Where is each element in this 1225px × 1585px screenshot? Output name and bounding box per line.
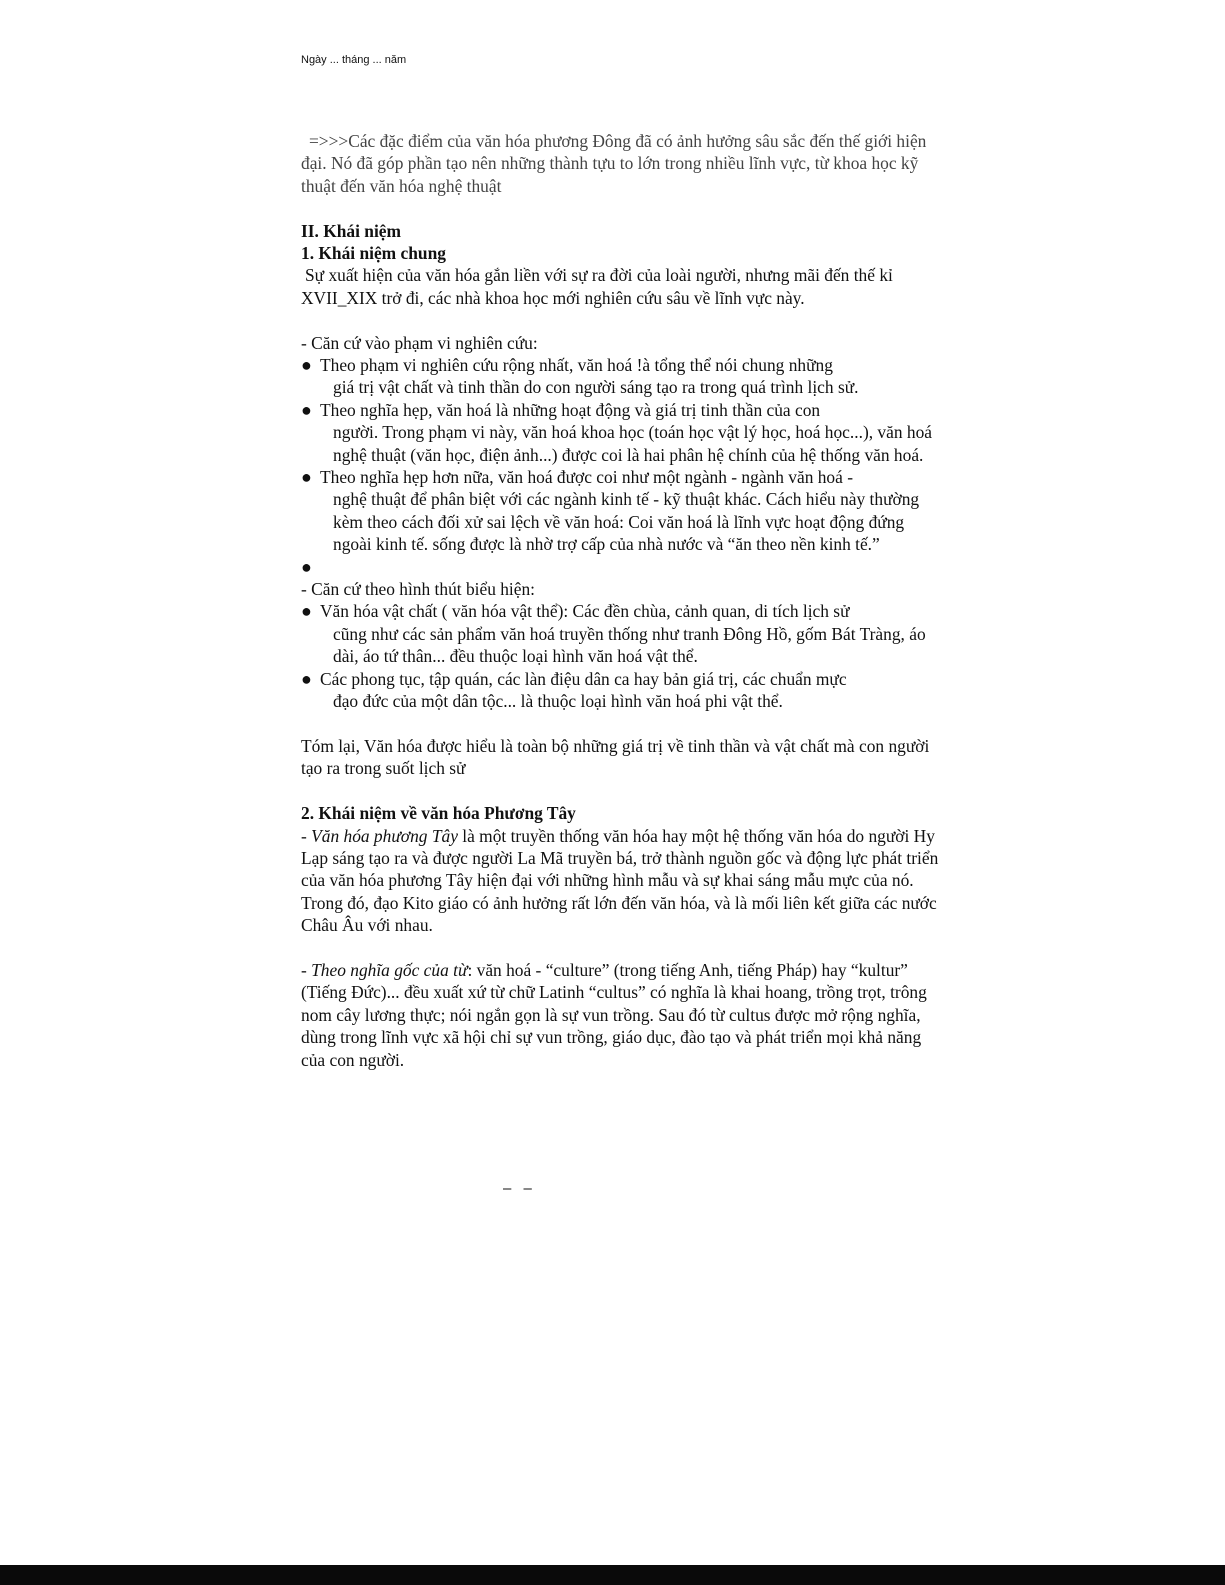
bullet-icon: ● [301,467,312,488]
section-title: II. Khái niệm [301,220,402,241]
list-item: ● Theo phạm vi nghiên cứu rộng nhất, văn hoá !à tổng thể nói chung những giá trị vật chất và tinh thần do con người sáng tạo ra trong quá trình lịch sử. [301,355,859,398]
bullet-icon: ● [301,601,312,622]
list-item: ● Theo nghĩa hẹp, văn hoá là những hoạt động và giá trị tinh thần của con người. Trong phạm vi này, văn hoá khoa học (toán học vật lý học, hoá học...), văn hoá nghệ thuật (văn học, điện ảnh...) được coi là hai phân hệ chính của hệ thống văn hoá. [301,399,932,465]
subsection-2-title: 2. Khái niệm về văn hóa Phương Tây [301,803,576,824]
document-body [301,130,941,1071]
bottom-edge-bar [0,1565,1225,1585]
subsection-1-intro: Sự xuất hiện của văn hóa gắn liền với sự ra đời của loài người, nhưng mãi đến thế kỉ XVII_XIX trở đi, các nhà khoa học mới nghiên cứu sâu về lĩnh vực này. [301,265,893,308]
scope-label: - Căn cứ vào phạm vi nghiên cứu: [301,332,538,353]
list-item: ● Các phong tục, tập quán, các làn điệu dân ca hay bản giá trị, các chuẩn mực đạo đức của một dân tộc... là thuộc loại hình văn hoá phi vật thể. [301,668,847,712]
western-culture-paragraph: - Văn hóa phương Tây là một truyền thống văn hóa hay một hệ thống văn hóa do người Hy Lạp sáng tạo ra và được người La Mã truyền bá, trở thành nguồn gốc và động lực phát triển của văn hóa phương Tây hiện đại với những hình mẫu và sự khai sáng mẫu mực của nó. Trong đó, đạo Kito giáo có ảnh hưởng rất lớn đến văn hóa, và là mối liên kết giữa các nước Châu Âu với nhau. [301,825,939,936]
list-item-empty [301,556,941,578]
etymology-paragraph: - Theo nghĩa gốc của từ: văn hoá - “culture” (trong tiếng Anh, tiếng Pháp) hay “kultur” (Tiếng Đức)... đều xuất xứ từ chữ Latinh “cultus” có nghĩa là khai hoang, trồng trọt, trông nom cây lương thực; nói ngắn gọn là sự vun trồng. Sau đó từ cultus được mở rộng nghĩa, dùng trong lĩnh vực xã hội chỉ sự vun trồng, giáo dục, đào tạo và phát triển mọi khả năng của con người. [301,959,927,1070]
intro-summary: =>>>Các đặc điểm của văn hóa phương Đông đã có ảnh hưởng sâu sắc đến thế giới hiện đại. Nó đã góp phần tạo nên những thành tựu to lớn trong nhiều lĩnh vực, từ khoa học kỹ thuật đến văn hóa nghệ thuật [301,131,927,196]
bullet-icon: ● [301,399,312,420]
conclusion: Tóm lại, Văn hóa được hiểu là toàn bộ những giá trị về tinh thần và vật chất mà con người tạo ra trong suốt lịch sử [301,735,930,779]
list-item: ● Theo nghĩa hẹp hơn nữa, văn hoá được coi như một ngành - ngành văn hoá - nghệ thuật để phân biệt với các ngành kinh tế - kỹ thuật khác. Cách hiểu này thường kèm theo cách đối xử sai lệch về văn hoá: Coi văn hoá là lĩnh vực hoạt động đứng ngoài kinh tế. sống được là nhờ trợ cấp của nhà nước và “ăn theo nền kinh tế.” [301,467,920,555]
term-original-meaning: Theo nghĩa gốc của từ [311,959,468,980]
bullet-icon: ● [301,668,312,689]
bullet-icon: ● [301,355,312,376]
list-item: ● Văn hóa vật chất ( văn hóa vật thể): Các đền chùa, cảnh quan, di tích lịch sử cũng như các sản phẩm văn hoá truyền thống như tranh Đông Hồ, gốm Bát Tràng, áo dài, áo tứ thân... đều thuộc loại hình văn hoá vật thể. [301,601,926,667]
page-footer-mark: – – [503,1180,536,1197]
subsection-1-title: 1. Khái niệm chung [301,243,446,264]
term-western-culture: Văn hóa phương Tây [311,825,458,846]
form-label: - Căn cứ theo hình thút biểu hiện: [301,579,536,600]
bullet-icon: ● [301,556,312,577]
date-header: Ngày ... tháng ... năm [301,54,407,66]
